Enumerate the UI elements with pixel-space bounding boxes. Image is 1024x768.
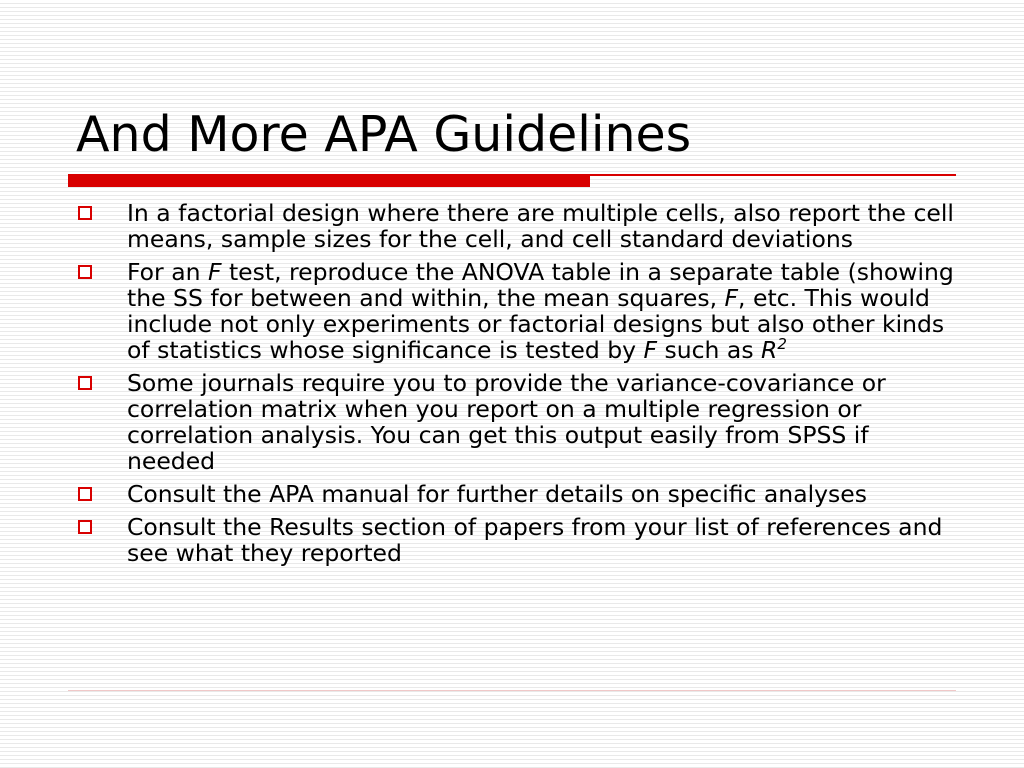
hollow-square-bullet-icon	[78, 206, 92, 220]
bullet-text: In a factorial design where there are multiple cells, also report the cell means, sample sizes for the cell, and cell standard deviations	[127, 199, 954, 253]
bullet-text: Consult the APA manual for further details on specific analyses	[127, 480, 867, 508]
text-run: such as	[657, 336, 762, 364]
title-underline-thick	[68, 175, 590, 187]
hollow-square-bullet-icon	[78, 265, 92, 279]
hollow-square-bullet-icon	[78, 376, 92, 390]
italic-f: F	[207, 258, 222, 286]
hollow-square-bullet-icon	[78, 520, 92, 534]
text-run: , etc. This would include not only experiments or factorial designs but also other kinds of statistics whose significance is tested by	[127, 284, 945, 364]
superscript-2	[777, 335, 787, 353]
bullet-list	[78, 200, 958, 573]
hollow-square-bullet-icon	[78, 487, 92, 501]
superscript-text: 2	[777, 335, 787, 353]
text-run: test, reproduce the ANOVA table in a separate table (showing the SS for between and within, the mean squares,	[127, 258, 954, 312]
bullet-item-apa-manual	[78, 481, 958, 507]
italic-r: R	[761, 336, 778, 364]
bullet-text: Some journals require you to provide the variance-covariance or correlation matrix when you report on a multiple regression or correlation analysis. You can get this output easily from SPSS if needed	[127, 369, 886, 475]
italic-f: F	[724, 284, 739, 312]
bullet-item-f-test	[78, 259, 958, 363]
bullet-item-results-section	[78, 514, 958, 566]
text-run: For an	[127, 258, 208, 286]
bullet-text	[127, 259, 958, 363]
slide-title: And More APA Guidelines	[76, 106, 692, 163]
bullet-item-journals	[78, 370, 958, 474]
bullet-text: Consult the Results section of papers from your list of references and see what they reported	[127, 513, 943, 567]
footer-divider	[68, 690, 956, 691]
italic-f: F	[643, 336, 658, 364]
bullet-item-factorial-design	[78, 200, 958, 252]
